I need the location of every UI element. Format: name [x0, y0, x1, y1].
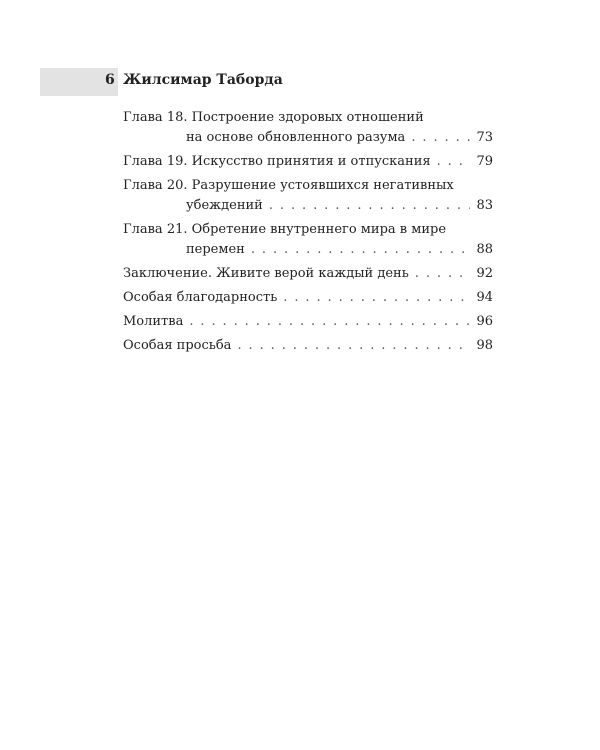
toc-entry-chapter-21[interactable] — [123, 220, 493, 260]
toc-entry-chapter-18[interactable] — [123, 108, 493, 148]
toc-entry-page: 79 — [476, 154, 493, 169]
toc-entry-title: Глава 18. Построение здоровых отношений — [123, 110, 424, 125]
toc-entry-page: 96 — [476, 314, 493, 329]
dot-leader — [415, 264, 471, 284]
dot-leader — [237, 336, 470, 356]
dot-leader — [283, 288, 470, 308]
toc-entry-conclusion[interactable] — [123, 264, 493, 284]
toc-entry-title-continued: перемен — [186, 242, 245, 257]
toc-entry-title: Молитва — [123, 314, 184, 329]
toc-entry-page: 73 — [476, 130, 493, 145]
toc-entry-page: 94 — [476, 290, 493, 305]
toc-entry-title: Глава 21. Обретение внутреннего мира в мире — [123, 222, 447, 237]
dot-leader — [437, 152, 471, 172]
toc-entry-prayer[interactable] — [123, 312, 493, 332]
toc-entry-title: Заключение. Живите верой каждый день — [123, 266, 409, 281]
running-header — [105, 72, 283, 88]
toc-entry-page: 83 — [476, 198, 493, 213]
toc-entry-page: 98 — [476, 338, 493, 353]
page-number: 6 — [105, 72, 115, 88]
toc-entry-title: Особая просьба — [123, 338, 232, 353]
toc-entry-page: 92 — [476, 266, 493, 281]
dot-leader — [189, 312, 470, 332]
toc-entry-title-continued: убеждений — [186, 198, 263, 213]
dot-leader — [269, 196, 471, 216]
toc-entry-title: Глава 20. Разрушение устоявшихся негативных — [123, 178, 454, 193]
dot-leader — [251, 240, 471, 260]
toc-entry-acknowledgements[interactable] — [123, 288, 493, 308]
toc-entry-special-request[interactable] — [123, 336, 493, 356]
toc-entry-chapter-20[interactable] — [123, 176, 493, 216]
toc-entry-chapter-19[interactable] — [123, 152, 493, 172]
toc-entry-title-continued: на основе обновленного разума — [186, 130, 406, 145]
table-of-contents — [123, 108, 493, 360]
toc-entry-title: Особая благодарность — [123, 290, 278, 305]
dot-leader — [411, 128, 470, 148]
toc-entry-page: 88 — [476, 242, 493, 257]
toc-entry-title: Глава 19. Искусство принятия и отпускания — [123, 154, 431, 169]
author-name: Жилсимар Таборда — [123, 72, 283, 88]
